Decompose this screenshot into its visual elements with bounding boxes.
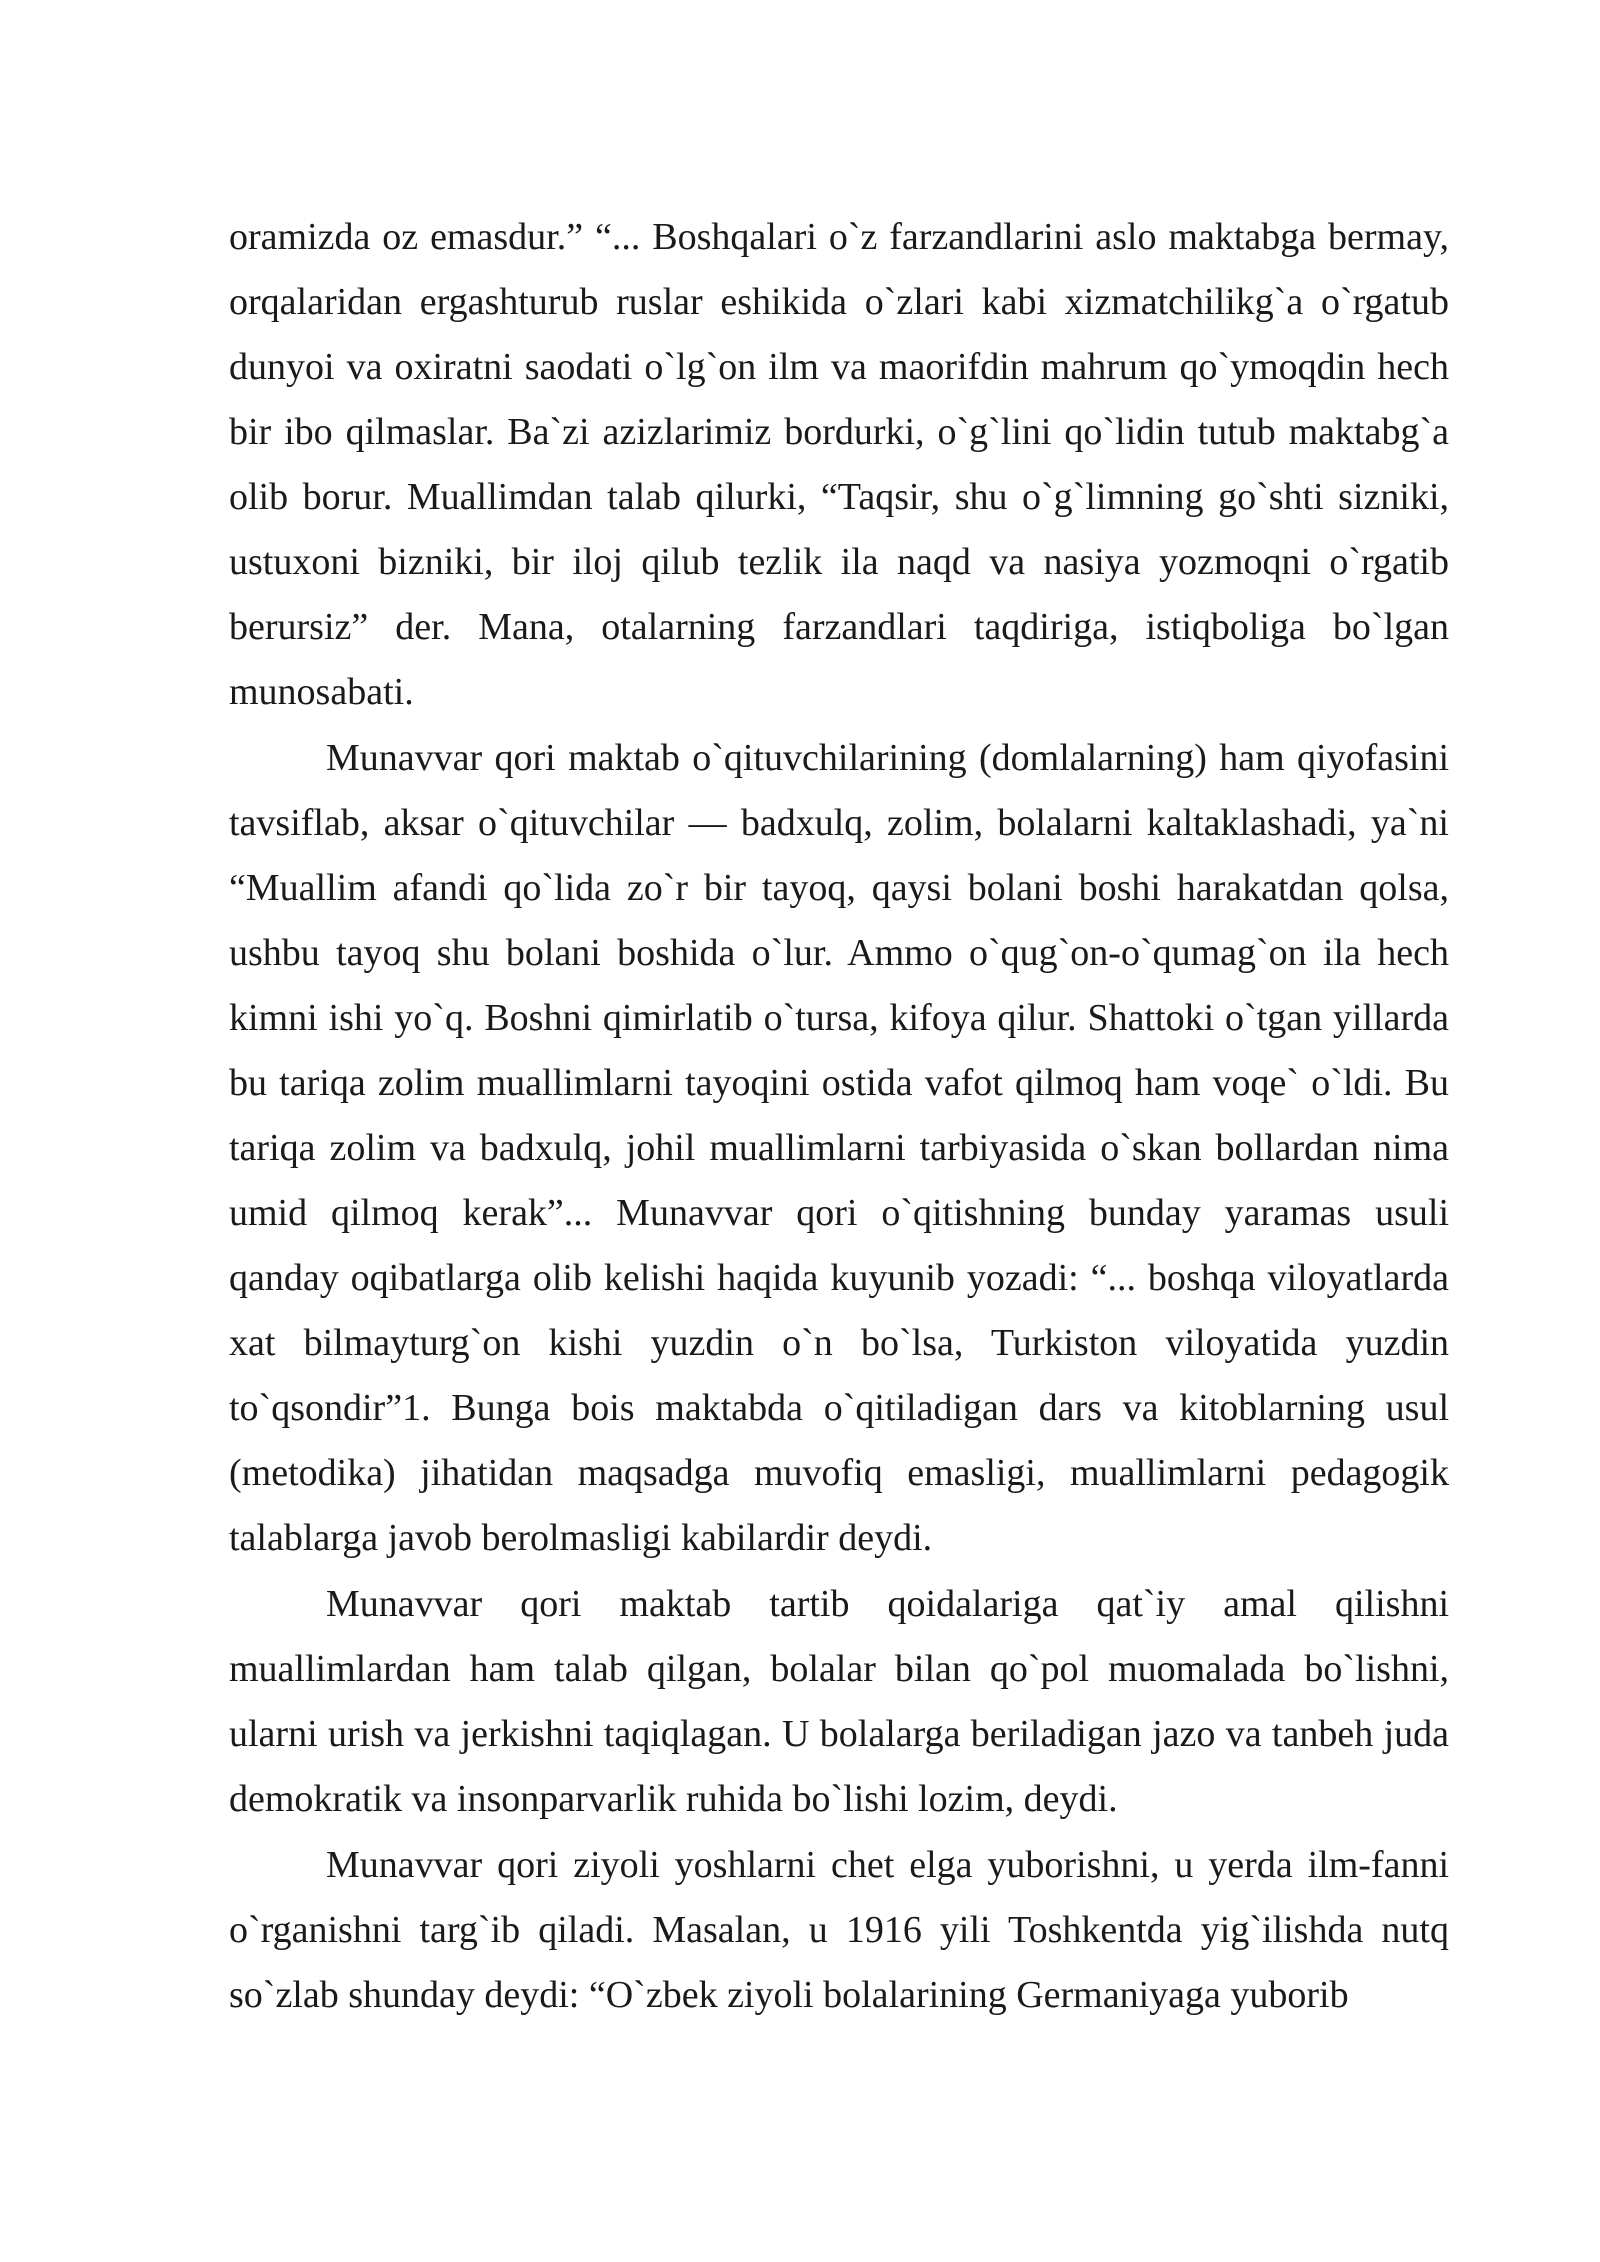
paragraph-3: Munavvar qori maktab tartib qoidalariga qat`iy amal qilishni muallimlardan ham talab qilgan, bolalar bilan qo`pol muomalada bo`lishni, ularni urish va jerkishni taqiqlagan. U bolalarga beriladigan jazo va tanbeh juda demokratik va insonparvarlik ruhida bo`lishi lozim, deydi. xyxy=(229,1583,1449,1820)
document-page xyxy=(229,205,1449,2028)
paragraph-2: Munavvar qori maktab o`qituvchilarining (domlalarning) ham qiyofasini tavsiflab, aksar o`qituvchilar — badxulq, zolim, bolalarni kaltaklashadi, ya`ni “Muallim afandi qo`lida zo`r bir tayoq, qaysi bolani boshi harakatdan qolsa, ushbu tayoq shu bolani boshida o`lur. Ammo o`qug`on-o`qumag`on ila hech kimni ishi yo`q. Boshni qimirlatib o`tursa, kifoya qilur. Shattoki o`tgan yillarda bu tariqa zolim muallimlarni tayoqini ostida vafot qilmoq ham voqe` o`ldi. Bu tariqa zolim va badxulq, johil muallimlarni tarbiyasida o`skan bollardan nima umid qilmoq kerak”... Munavvar qori o`qitishning bunday yaramas usuli qanday oqibatlarga olib kelishi haqida kuyunib yozadi: “... boshqa viloyatlarda xat bilmayturg`on kishi yuzdin o`n bo`lsa, Turkiston viloyatida yuzdin to`qsondir”1. Bunga bois maktabda o`qitiladigan dars va kitoblarning usul (metodika) jihatidan maqsadga muvofiq emasligi, muallimlarni pedagogik talablarga javob berolmasligi kabilardir deydi. xyxy=(229,737,1449,1559)
paragraph-1: oramizda oz emasdur.” “... Boshqalari o`z farzandlarini aslo maktabga bermay, orqalaridan ergashturub ruslar eshikida o`zlari kabi xizmatchilikg`a o`rgatub dunyoi va oxiratni saodati o`lg`on ilm va maorifdin mahrum qo`ymoqdin hech bir ibo qilmaslar. Ba`zi azizlarimiz bordurki, o`g`lini qo`lidin tutub maktabg`a olib borur. Muallimdan talab qilurki, “Taqsir, shu o`g`limning go`shti sizniki, ustuxoni bizniki, bir iloj qilub tezlik ila naqd va nasiya yozmoqni o`rgatib berursiz” der. Mana, otalarning farzandlari taqdiriga, istiqboliga bo`lgan munosabati. xyxy=(229,216,1449,713)
paragraph-4: Munavvar qori ziyoli yoshlarni chet elga yuborishni, u yerda ilm-fanni o`rganishni targ`ib qiladi. Masalan, u 1916 yili Toshkentda yig`ilishda nutq so`zlab shunday deydi: “O`zbek ziyoli bolalarining Germaniyaga yuborib xyxy=(229,1844,1449,2016)
